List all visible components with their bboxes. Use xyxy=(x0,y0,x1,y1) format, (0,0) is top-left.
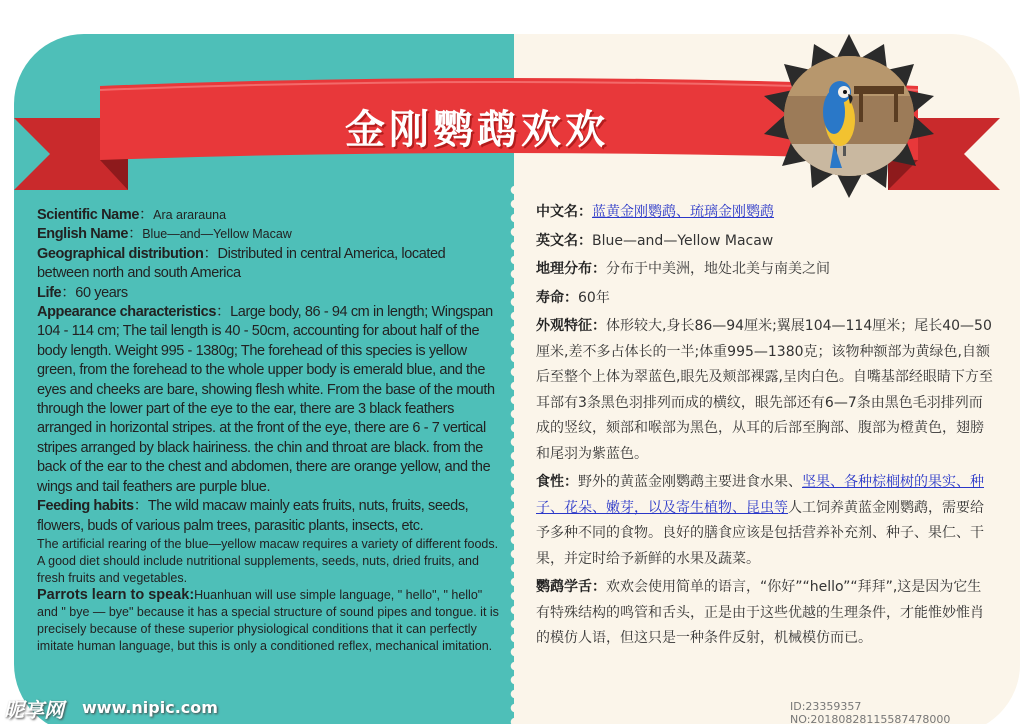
watermark-id: ID:23359357 NO:20180828115587478000 xyxy=(790,700,951,724)
english-name-value: Blue—and—Yellow Macaw xyxy=(142,227,292,242)
english-description: Scientific Name：Ara ararauna English Name：Blue—and—Yellow Macaw Geographical distribution：Distributed in central America, located between north and south America Life：60 years Appearance characteristics：Large body, 86 - 94 cm in length; Wingspan 104 - 114 cm; The tail length is 40 - 50cm, accounting for about half of the body length. Weight 995 - 1380g; The forehead of this species is yellow green, from the forehead to the whole upper body is emerald blue, and the eyes and cheeks are bare, showing flesh white. From the base of the mouth through the lower part of the eye to the ear, there are 3 black feathers arranged in horizontal stripes. at the front of the eye, there are 6 - 7 vertical stripes arranged by black hairiness. the chin and throat are black. from the back of the ear to the chest and abdomen, there are orange yellow, and the wings and tail feathers are purple blue. Feeding habits：The wild macaw mainly eats fruits, nuts, fruits, seeds, flowers, buds of various palm trees, parasitic plants, insects, etc. The artificial rearing of the blue—yellow macaw requires a variety of different foods. A good diet should include nutritional supplements, seeds, nuts, dried fruits, and fresh fruits and vegetables. Parrots learn to speak:Huanhuan will use simple language, " hello", " hello" and " bye — bye" because it has a special structure of sound pipes and tongue. it is precisely because of these superior physiological conditions that it can perfectly imitate human language, but this is only a conditioned reflex, mechanical imitation. xyxy=(37,207,499,653)
cn-life-label: 寿命： xyxy=(536,289,578,306)
watermark-url: www.nipic.com xyxy=(82,698,218,717)
geo-label: Geographical distribution xyxy=(37,245,204,262)
life-value: 60 years xyxy=(75,284,128,301)
english-name-label: English Name xyxy=(37,226,129,243)
feeding-value: The wild macaw mainly eats fruits, nuts, fruits, seeds, flowers, buds of various palm trees, parasitic plants, insects, etc. xyxy=(37,498,469,534)
cn-food-value-b: 人工饲养黄蓝金刚鹦鹉，需要给予多种不同的食物。良好的膳食应该是包括营养补充剂、种子、果仁、干果，并定时给予新鲜的水果及蔬菜。 xyxy=(536,499,984,567)
cn-en-value: Blue—and—Yellow Macaw xyxy=(592,232,774,249)
cn-life-value: 60年 xyxy=(578,289,610,306)
watermark-bar xyxy=(0,692,1024,724)
parrot-photo xyxy=(784,56,914,176)
cn-appearance-value: 体形较大,身长86—94厘米;翼展104—114厘米；尾长40—50厘米,差不多占体长的一半;体重995—1380克；该物种额部为黄绿色,自额后至整个上体为翠蓝色,眼先及颊部裸露,呈肉白色。自嘴基部经眼睛下方至耳部有3条黑色羽排列而成的横纹，眼先部还有6—7条由黑色毛羽排列而成的竖纹，颏部和喉部为黑色，从耳的后部至胸部、腹部为橙黄色，翅膀和尾羽为紫蓝色。 xyxy=(536,318,993,462)
watermark-brand: 昵享网 xyxy=(4,698,64,722)
cn-appearance-label: 外观特征： xyxy=(536,318,606,334)
cn-speak-value: 欢欢会使用简单的语言，“你好”“hello”“拜拜”,这是因为它生有特殊结构的鸣管和舌头，正是由于这些优越的生理条件，才能惟妙惟肖的模仿人语，但这只是一种条件反射，机械模仿而已。 xyxy=(536,579,984,646)
dotted-divider xyxy=(509,184,521,724)
chinese-description xyxy=(536,200,994,655)
speak-value: Huanhuan will use simple language, " hello", " hello" and " bye — bye" because it has a special structure of sound pipes and tongue. it is precisely because of these superior physiological conditions that it can perfectly imitate human language, but this is only a conditioned reflex, mechanical imitation. xyxy=(37,587,499,653)
speak-label: Parrots learn to speak: xyxy=(37,586,195,603)
cn-geo-label: 地理分布： xyxy=(536,261,606,277)
cn-geo-value: 分布于中美洲，地处北美与南美之间 xyxy=(606,261,830,277)
life-label: Life xyxy=(37,284,62,301)
feeding-extra: The artificial rearing of the blue—yellow macaw requires a variety of different foods. A good diet should include nutritional supplements, seeds, nuts, dried fruits, and fresh fruits and vegetables. xyxy=(37,536,499,585)
cn-en-label: 英文名： xyxy=(536,232,592,249)
cn-food-value-a: 野外的黄蓝金刚鹦鹉主要进食水果、 xyxy=(578,474,802,490)
scientific-name-label: Scientific Name xyxy=(37,207,139,223)
cn-name-link[interactable]: 蓝黄金刚鹦鹉、琉璃金刚鹦鹉 xyxy=(592,204,774,220)
feeding-label: Feeding habits xyxy=(37,498,134,515)
cn-food-link[interactable]: 坚果、各种棕榈树的果实、种子、花朵、嫩芽，以及寄生植物、昆虫等 xyxy=(536,474,984,516)
geo-value: Distributed in central America, located between north and south America xyxy=(37,245,446,282)
cn-name-label: 中文名： xyxy=(536,204,592,220)
appearance-value: Large body, 86 - 94 cm in length; Wingspan 104 - 114 cm; The tail length is 40 - 50cm, accounting for about half of the body length. Weight 995 - 1380g; The forehead of this species is yellow green, from the forehead to the whole upper body is emerald blue, and the eyes and cheeks are bare, showing flesh white. From the base of the mouth through the lower part of the eye to the ear, there are 3 black feathers arranged in horizontal stripes. at the front of the eye, there are 6 - 7 vertical stripes arranged by black hairiness. the chin and throat are black. from the back of the ear to the chest and abdomen, there are orange yellow, and the wings and tail feathers are purple blue. xyxy=(37,304,495,495)
cn-speak-label: 鹦鹉学舌： xyxy=(536,579,606,595)
banner-title: 金刚鹦鹉欢欢 xyxy=(345,107,609,153)
cn-food-label: 食性： xyxy=(536,474,578,490)
appearance-label: Appearance characteristics xyxy=(37,304,217,321)
scientific-name-value: Ara ararauna xyxy=(153,208,227,222)
